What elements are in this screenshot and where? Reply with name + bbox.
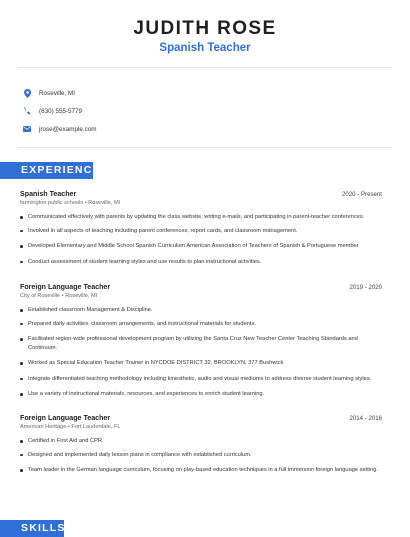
job-entry	[20, 283, 382, 399]
job-company: farmington public schools	[20, 200, 84, 206]
contact-divider	[18, 147, 392, 148]
job-bullet: Conduct assessment of student learning styles and use results to plan instructional activities.	[20, 258, 382, 267]
job-title: Foreign Language Teacher	[20, 283, 111, 291]
job-title: Spanish Teacher	[20, 190, 77, 198]
job-bullet: Integrate differentiated teaching methodology including kinesthetic, audio and visual mediums to address diverse student learning styles.	[20, 375, 382, 384]
location-text: Roseville, MI	[39, 89, 76, 97]
job-bullet: Established classroom Management & Discipline.	[20, 306, 382, 315]
job-bullet: Involved in all aspects of teaching including parent conferences, report cards, and classroom management.	[20, 227, 382, 236]
job-location: Roseville, MI	[65, 293, 98, 299]
skills-heading: SKILLS	[0, 520, 64, 537]
job-bullet: Worked as Special Education Teacher Trainer in NYCDOE DISTRICT 32, BROOKLYN, 377 Bushwick	[20, 359, 382, 368]
experience-heading: EXPERIENCE	[0, 162, 93, 179]
job-bullet: Communicated effectively with parents by updating the class website, writing e-mails, and participating in parent-teacher conferences.	[20, 213, 382, 222]
phone-icon	[22, 106, 32, 116]
job-dates: 2014 - 2016	[349, 415, 382, 422]
job-bullet: Developed Elementary and Middle School Spanish Curriculum American Association of Teachers of Spanish & Portuguese member	[20, 242, 382, 251]
phone-text[interactable]: (630) 555-5779	[39, 107, 83, 115]
job-bullet: Prepared daily activities, classroom arrangements, and instructional materials for students.	[20, 320, 382, 329]
job-dates: 2019 - 2020	[349, 284, 382, 291]
job-dates: 2020 - Present	[342, 191, 382, 198]
header-divider	[18, 67, 392, 68]
job-bullets	[20, 306, 382, 399]
location-pin-icon	[22, 88, 32, 98]
contact-list	[22, 84, 97, 138]
contact-location	[22, 84, 97, 102]
email-text[interactable]: jrose@example.com	[39, 125, 97, 133]
job-header	[20, 190, 382, 198]
job-location: Fort Lauderdale, FL	[71, 424, 121, 430]
job-header	[20, 283, 382, 291]
candidate-title: Spanish Teacher	[159, 42, 251, 54]
job-company: City of Roseville	[20, 293, 61, 299]
job-bullets	[20, 213, 382, 266]
job-header	[20, 414, 382, 422]
job-entry	[20, 190, 382, 266]
job-bullet: Designed and implemented daily lesson plans in compliance with established curriculum.	[20, 451, 382, 460]
job-company: American Heritage	[20, 424, 67, 430]
job-employer: American Heritage • Fort Lauderdale, FL	[20, 424, 121, 430]
job-bullet: Certified in First Aid and CPR.	[20, 437, 382, 446]
candidate-name: JUDITH ROSE	[133, 18, 277, 39]
contact-email	[22, 120, 97, 138]
job-bullet: Team leader in the German language curriculum, focusing on play-based education techniques in a full immersion foreign language setting.	[20, 466, 382, 475]
resume-header	[0, 0, 410, 55]
job-entry	[20, 414, 382, 475]
job-employer: farmington public schools • Roseville, MI	[20, 200, 121, 206]
job-bullet: Use a variety of instructional materials, resources, and experiences to enrich student learning.	[20, 390, 382, 399]
job-bullet: Facilitated region-wide professional development program by utilizing the Santa Cruz New Teacher Center Teaching Standards and Continuum.	[20, 335, 382, 352]
job-location: Roseville, MI	[88, 200, 121, 206]
job-title: Foreign Language Teacher	[20, 414, 111, 422]
job-bullets	[20, 437, 382, 475]
contact-phone	[22, 102, 97, 120]
email-icon	[22, 124, 32, 134]
job-employer: City of Roseville • Roseville, MI	[20, 293, 98, 299]
